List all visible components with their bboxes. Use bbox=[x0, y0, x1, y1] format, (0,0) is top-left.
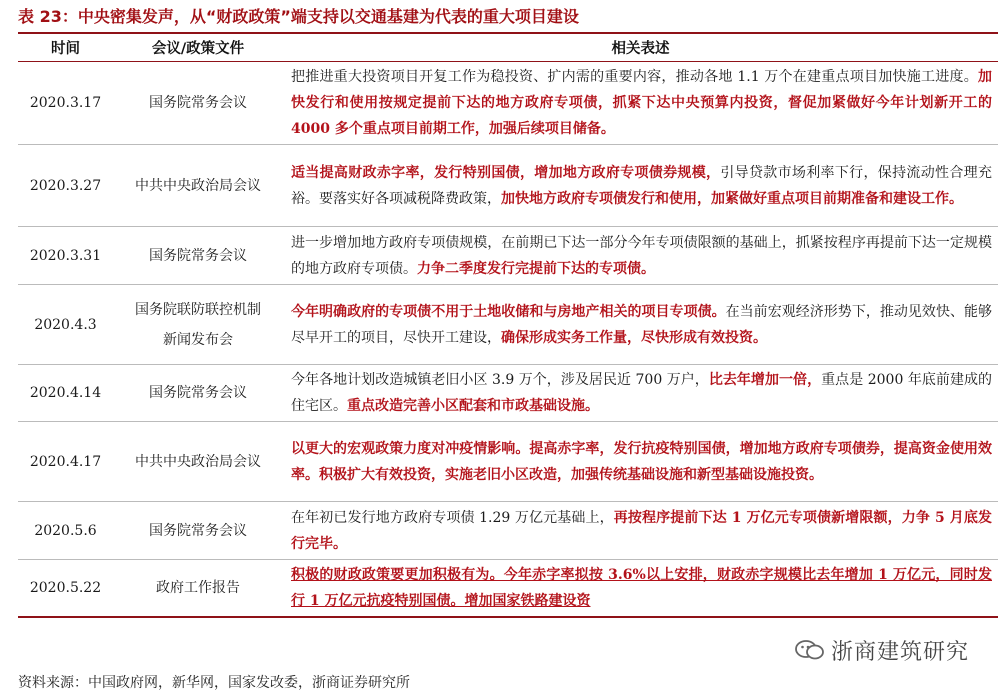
row-meeting-cell bbox=[113, 285, 283, 365]
highlighted-text: 确保形成实务工作量，尽快形成有效投资。 bbox=[501, 329, 767, 346]
row-content bbox=[283, 502, 998, 560]
row-date: 2020.4.14 bbox=[18, 365, 113, 422]
header-meeting: 会议/政策文件 bbox=[113, 34, 283, 62]
row-date: 2020.3.17 bbox=[18, 62, 113, 145]
row-content bbox=[283, 422, 998, 502]
row-date: 2020.3.27 bbox=[18, 145, 113, 227]
table-row bbox=[18, 145, 998, 227]
row-meeting: 中共中央政治局会议 bbox=[135, 453, 261, 470]
row-date: 2020.5.22 bbox=[18, 560, 113, 618]
table-row bbox=[18, 502, 998, 560]
row-content bbox=[283, 227, 998, 285]
highlighted-text: 积极的财政政策要更加积极有为。今年赤字率拟按 3.6%以上安排，财政赤字规模比去年增加 1 万亿元，同时发行 1 万亿元抗疫特别国债。增加国家铁路建设资 bbox=[291, 567, 992, 609]
highlighted-text: 今年明确政府的专项债不用于土地收储和与房地产相关的项目专项债。 bbox=[291, 303, 726, 320]
row-meeting: 国务院常务会议 bbox=[149, 522, 247, 539]
row-content bbox=[283, 365, 998, 422]
highlighted-text: 以更大的宏观政策力度对冲疫情影响。提高赤字率，发行抗疫特别国债，增加地方政府专项债券，提高资金使用效率。积极扩大有效投资，实施老旧小区改造，加强传统基础设施和新型基础设施投资。 bbox=[291, 440, 992, 483]
row-content bbox=[283, 560, 998, 618]
row-meeting-cell bbox=[113, 145, 283, 227]
table-row bbox=[18, 62, 998, 145]
row-date: 2020.5.6 bbox=[18, 502, 113, 560]
row-content bbox=[283, 145, 998, 227]
body-text: 在年初已发行地方政府专项债 1.29 万亿元基础上， bbox=[291, 509, 614, 526]
watermark-text: 浙商建筑研究 bbox=[830, 639, 969, 665]
table-row bbox=[18, 285, 998, 365]
body-text: 引导贷款市场利率下行，保持流动性合理充裕。要落实好各项减税降费政策， bbox=[291, 164, 992, 207]
row-date: 2020.3.31 bbox=[18, 227, 113, 285]
body-text: 把推进重大投资项目开复工作为稳投资、扩内需的重要内容，推动各地 1.1 万个在建重点项目加快施工进度。 bbox=[291, 69, 978, 85]
row-meeting: 国务院联防联控机制新闻发布会 bbox=[135, 301, 261, 348]
row-content bbox=[283, 62, 998, 145]
source-note: 资料来源：中国政府网，新华网，国家发改委，浙商证券研究所 bbox=[18, 675, 410, 691]
row-meeting: 国务院常务会议 bbox=[149, 247, 247, 264]
header-time: 时间 bbox=[18, 34, 113, 62]
table-row bbox=[18, 422, 998, 502]
body-text: 进一步增加地方政府专项债规模，在前期已下达一部分今年专项债限额的基础上，抓紧按程序再提前下达一定规模的地方政府专项债。 bbox=[291, 234, 992, 277]
row-meeting-cell bbox=[113, 560, 283, 618]
highlighted-text: 比去年增加一倍， bbox=[708, 372, 822, 388]
table-title: 表 23：中央密集发声，从“财政政策”端支持以交通基建为代表的重大项目建设 bbox=[18, 7, 579, 26]
body-text: 重点是 2000 年底前建成的住宅区。 bbox=[291, 372, 993, 414]
table-row bbox=[18, 560, 998, 618]
row-meeting-cell bbox=[113, 365, 283, 422]
highlighted-text: 适当提高财政赤字率，发行特别国债，增加地方政府专项债券规模， bbox=[291, 164, 721, 181]
watermark bbox=[791, 636, 973, 664]
policy-table bbox=[18, 34, 998, 618]
highlighted-text: 加快发行和使用按规定提前下达的地方政府专项债，抓紧下达中央预算内投资，督促加紧做好今年计划新开工的 4000 多个重点项目前期工作，加强后续项目储备。 bbox=[291, 69, 992, 137]
row-meeting: 国务院常务会议 bbox=[149, 385, 247, 401]
highlighted-text: 重点改造完善小区配套和市政基础设施。 bbox=[347, 398, 599, 414]
highlighted-text: 力争二季度发行完提前下达的专项债。 bbox=[417, 260, 655, 277]
highlighted-text: 加快地方政府专项债发行和使用，加紧做好重点项目前期准备和建设工作。 bbox=[501, 190, 963, 207]
row-meeting-cell bbox=[113, 422, 283, 502]
row-meeting: 国务院常务会议 bbox=[149, 95, 247, 111]
row-meeting: 中共中央政治局会议 bbox=[135, 177, 261, 194]
body-text: 今年各地计划改造城镇老旧小区 3.9 万个，涉及居民近 700 万户， bbox=[291, 372, 709, 388]
row-meeting: 政府工作报告 bbox=[156, 580, 240, 596]
row-date: 2020.4.3 bbox=[18, 285, 113, 365]
row-content bbox=[283, 285, 998, 365]
table-row bbox=[18, 227, 998, 285]
row-meeting-cell bbox=[113, 502, 283, 560]
row-date: 2020.4.17 bbox=[18, 422, 113, 502]
header-content: 相关表述 bbox=[283, 34, 998, 62]
highlighted-text: 再按程序提前下达 1 万亿元专项债新增限额，力争 5 月底发行完毕。 bbox=[291, 509, 992, 552]
row-meeting-cell bbox=[113, 227, 283, 285]
wechat-icon bbox=[795, 639, 825, 661]
table-header-row bbox=[18, 34, 998, 62]
table-row bbox=[18, 365, 998, 422]
body-text: 在当前宏观经济形势下，推动见效快、能够尽早开工的项目，尽快开工建设， bbox=[291, 303, 993, 346]
row-meeting-cell bbox=[113, 62, 283, 145]
